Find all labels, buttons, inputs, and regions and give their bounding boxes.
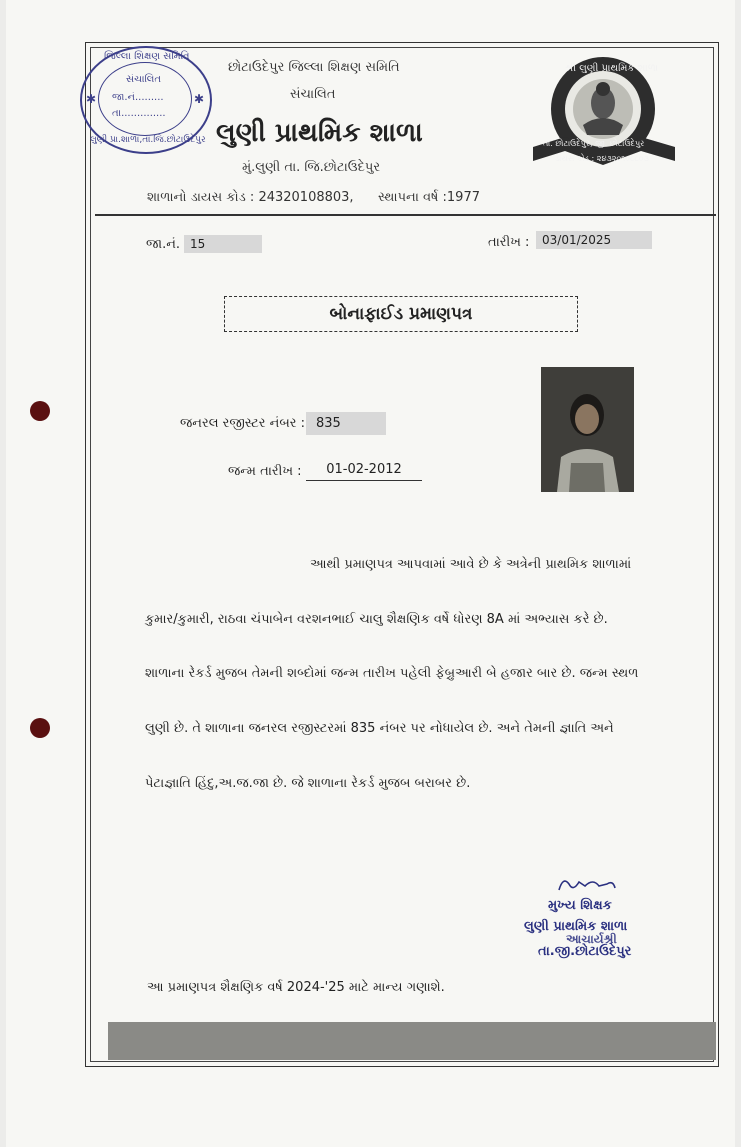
school-name: લુણી પ્રાથમિક શાળા: [216, 118, 423, 148]
signature-designation: આચાર્યશ્રી: [566, 932, 617, 946]
gr-number: 835: [306, 412, 386, 435]
body-line-4: લુણી છે. તે શાળાના જનરલ રજીસ્ટરમાં 835 નંબર પર નોધાયેલ છે. અને તેમની જ્ઞાતિ અને: [145, 721, 614, 736]
stamp-star-icon: ✱: [194, 92, 205, 106]
signature-title: મુખ્ય શિક્ષક: [548, 898, 612, 913]
stamp-line2: જા.નં.........: [112, 92, 164, 103]
dob-label: જન્મ તારીખ :: [228, 464, 302, 479]
issue-date: 03/01/2025: [536, 231, 652, 249]
certificate-title-box: [224, 296, 578, 332]
header-divider: [95, 214, 716, 216]
managed-line: સંચાલિત: [290, 87, 336, 102]
ref-number: 15: [184, 235, 262, 253]
body-line-2: કુમાર/કુમારી, રાઠવા ચંપાબેન વરશનભાઈ ચાલુ શૈક્ષણિક વર્ષે ધોરણ 8A માં અભ્યાસ કરે છે.: [145, 612, 608, 627]
dob-value: 01-02-2012: [306, 462, 422, 481]
signature-taluka: તા.જી.છોટાઉદેપુર: [538, 944, 632, 959]
established-year: સ્થાપના વર્ષ :1977: [378, 190, 480, 205]
certificate-title: બોનાફાઈડ પ્રમાણપત્ર: [329, 304, 473, 324]
punch-hole: [30, 401, 50, 421]
principal-signature: [555, 872, 619, 896]
ref-label: જા.નં.: [146, 237, 181, 252]
stamp-line3: તા..............: [112, 108, 166, 119]
stamp-line1: સંચાલિત: [126, 74, 161, 85]
punch-hole: [30, 718, 50, 738]
body-line-5: પેટાજ્ઞાતિ હિંદુ,અ.જ.જા છે. જે શાળાના રેકર્ડ મુજબ બરાબર છે.: [145, 776, 471, 791]
body-line-3: શાળાના રેકર્ડ મુજબ તેમની શબ્દોમાં જન્મ તારીખ પહેલી ફેબ્રુઆરી બે હજાર બાર છે. જન્મ સ્થળ: [145, 666, 639, 681]
logo-ring-bottom: ડાયસ કોડ : ૨૪૩૨૦૧૦૮૮૦૩: [555, 154, 649, 163]
stamp-star-icon: ✱: [86, 92, 97, 106]
logo-ring-top: શ્રી લુણી પ્રાથમિક શાળા: [565, 63, 659, 74]
stamp-ring-bottom: લુણી પ્રા.શાળા,તા.જિ.છોટાઉદેપુર: [90, 135, 206, 145]
dise-code: શાળાનો ડાયસ કોડ : 24320108803,: [147, 190, 354, 205]
address-line: મું.લુણી તા. જિ.છોટાઉદેપુર: [242, 160, 381, 175]
footer-band: [108, 1022, 716, 1060]
district-line: છોટાઉદેપુર જિલ્લા શિક્ષણ સમિતિ: [228, 60, 400, 75]
logo-ring-mid: તા. છોટાઉદેપુર, જી. છોટાઉદેપુર: [543, 139, 645, 148]
gr-label: જનરલ રજીસ્ટર નંબર :: [180, 416, 306, 431]
stamp-ring-top: જિલ્લા શિક્ષણ સમિતિ: [104, 51, 190, 62]
school-logo: [525, 55, 685, 173]
school-stamp: [80, 46, 212, 154]
student-photo: [541, 367, 634, 492]
body-line-1: આથી પ્રમાણપત્ર આપવામાં આવે છે કે અત્રેની પ્રાથમિક શાળામાં: [310, 557, 632, 572]
validity-note: આ પ્રમાણપત્ર શૈક્ષણિક વર્ષ 2024-'25 માટે માન્ય ગણાશે.: [147, 980, 445, 995]
signature-school: લુણી પ્રાથમિક શાળા: [524, 919, 628, 934]
date-label: તારીખ :: [488, 235, 530, 250]
